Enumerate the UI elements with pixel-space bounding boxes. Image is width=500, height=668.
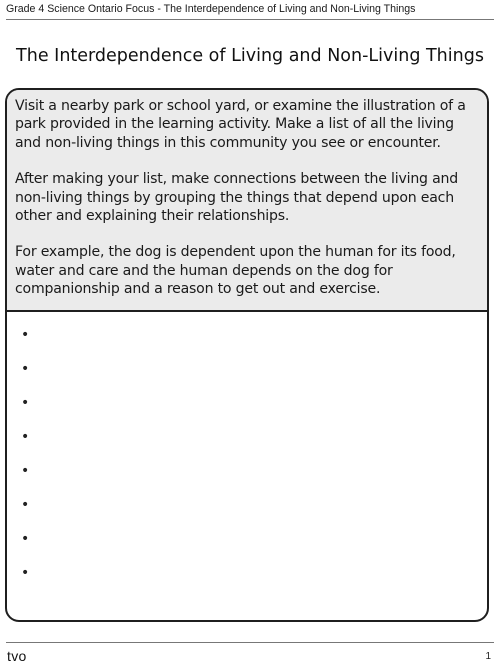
page-number: 1 xyxy=(485,651,491,662)
answer-bullet-1[interactable]: • xyxy=(21,327,30,343)
page-title: The Interdependence of Living and Non-Living Things xyxy=(16,46,484,66)
answer-bullet-6[interactable]: • xyxy=(21,497,30,513)
running-header: Grade 4 Science Ontario Focus - The Interdependence of Living and Non-Living Things xyxy=(6,3,416,15)
instructions-paragraph-3: For example, the dog is dependent upon the human for its food, water and care and the human depends on the dog for companionship and a reason to get out and exercise. xyxy=(15,244,456,298)
tvo-logo: tvo xyxy=(7,648,27,664)
answer-bullet-3[interactable]: • xyxy=(21,395,30,411)
activity-box xyxy=(5,88,489,622)
answer-bullet-2[interactable]: • xyxy=(21,361,30,377)
footer-divider xyxy=(6,642,494,643)
answer-bullet-5[interactable]: • xyxy=(21,463,30,479)
answer-bullet-8[interactable]: • xyxy=(21,565,30,581)
answer-bullet-7[interactable]: • xyxy=(21,531,30,547)
instructions-paragraph-2: After making your list, make connections between the living and non-living things by grouping the things that depend upon each other and explaining their relationships. xyxy=(15,171,459,225)
instructions-paragraph-1: Visit a nearby park or school yard, or examine the illustration of a park provided in the learning activity. Make a list of all the living and non-living things in this community you see or encounter. xyxy=(15,98,466,151)
answer-bullet-4[interactable]: • xyxy=(21,429,30,445)
header-divider xyxy=(6,19,494,20)
instructions-panel xyxy=(7,90,487,312)
